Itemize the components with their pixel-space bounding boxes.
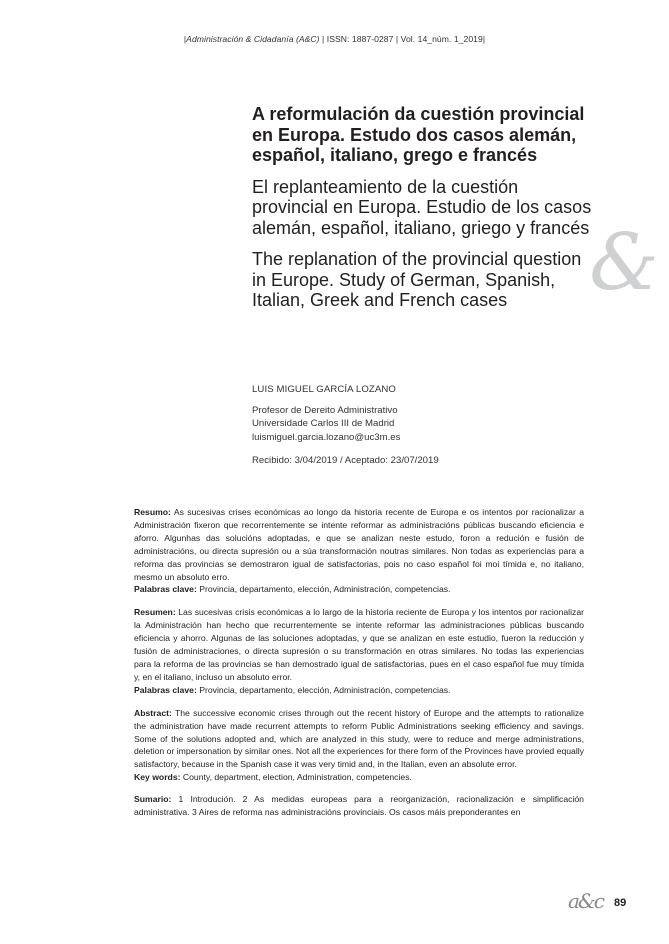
resumen-paragraph — [134, 606, 584, 683]
author-name: LUIS MIGUEL GARCÍA LOZANO — [252, 384, 396, 395]
title-block — [252, 104, 592, 311]
palabras-clave-es — [134, 684, 584, 697]
author-affiliation — [252, 404, 592, 444]
title-galician: A reformulación da cuestión provincial en Europa. Estudo dos casos alemán, español, italiano, grego e francés — [252, 104, 585, 165]
received-accepted-dates: Recibido: 3/04/2019 / Aceptado: 23/07/2019 — [252, 454, 439, 466]
issn: ISSN: 1887-0287 — [326, 34, 394, 44]
resumen-text: Las sucesivas crisis económicas a lo largo de la historia reciente de Europa y los intentos por racionalizar la Administración han hecho que recurrentemente se intente reformar las administraciones públicas buscando eficiencia y ahorro. Algunas de las soluciones adoptadas, y que se analizan en este estudio, fueron la reducción y fusión de administraciones, o directa supresión o su transformación en otras similares. No todas las experiencias para la reforma de las provincias se han demostrado igual de satisfactorias, pues en el caso español fue muy tímida y, en el italiano, incluso un absoluto error. — [134, 607, 584, 682]
key-words-text: County, department, election, Administration, competencies. — [182, 772, 412, 783]
key-words-label: Key words: — [134, 772, 181, 783]
ampersand-decoration: & — [589, 218, 659, 308]
page-number: 89 — [614, 897, 627, 909]
palabras-clave-gl-text: Provincia, departamento, elección, Administración, competencias. — [199, 584, 451, 595]
sumario-text: 1 Introdución. 2 As medidas europeas para a reorganización, racionalización e simplificación administrativa. 3 Aires de reforma nas administracións provinciais. Os casos máis preponderantes en — [134, 794, 584, 818]
author-position: Profesor de Dereito Administrativo — [252, 405, 398, 417]
title-english: The replanation of the provincial question in Europe. Study of German, Spanish, Italian, Greek and French cases — [252, 249, 582, 310]
running-header: |Administración & Cidadanía (A&C) | ISSN: 1887-0287 | Vol. 14_núm. 1_2019| — [183, 34, 486, 44]
resumo-text: As sucesivas crises económicas ao longo da historia recente de Europa e os intentos por racionalizar a Administración fixeron que recorrentemente se intente reformar as administracións públicas buscando eficiencia e aforro. Algunhas das solucións adoptadas, e que se analizan neste estudo, foron a redución e fusión de administracións, ou directa supresión ou a súa transformación noutras similares. Non todas as experiencias para a reforma das provincias se demostraron igual de satisfactorias, pois no caso español foi moi tímida e, no italiano, mesmo un absoluto erro. — [134, 507, 584, 582]
author-block — [252, 383, 592, 467]
palabras-clave-gl — [134, 583, 584, 596]
resumen-label: Resumen: — [134, 607, 176, 618]
abstract-paragraph — [134, 707, 584, 772]
palabras-clave-gl-label: Palabras clave: — [134, 584, 197, 595]
palabras-clave-es-label: Palabras clave: — [134, 684, 197, 695]
key-words — [134, 771, 584, 784]
resumo-paragraph — [134, 506, 584, 583]
abstracts-section — [134, 506, 584, 819]
author-email[interactable]: luismiguel.garcia.lozano@uc3m.es — [252, 431, 401, 443]
journal-name: Administración & Cidadanía (A&C) — [186, 34, 320, 44]
sumario-label: Sumario: — [134, 794, 172, 805]
abstract-text: The successive economic crises through out the recent history of Europe and the attempts to rationalize the administration have made recurrent attempts to reform Public Administrations seeking efficiency and savings. Some of the solutions adopted and, which are analyzed in this study, were to reduce and merge administrations, deletion or impersonation by similar ones. Not all the experiences for there form of the Provinces have provied equally satisfactory, because in the Spanish case it was very timid and, in the Italian, even an absolute error. — [134, 707, 584, 770]
sumario-paragraph — [134, 793, 584, 819]
palabras-clave-es-text: Provincia, departamento, elección, Administración, competencias. — [199, 684, 451, 695]
journal-logo: a&c — [568, 889, 603, 913]
title-spanish: El replanteamiento de la cuestión provincial en Europa. Estudio de los casos alemán, español, italiano, griego y francés — [252, 176, 592, 238]
abstract-label: Abstract: — [134, 707, 172, 718]
author-institution: Universidade Carlos III de Madrid — [252, 418, 395, 430]
volume: Vol. 14_núm. 1_2019 — [400, 34, 483, 44]
resumo-label: Resumo: — [134, 507, 171, 517]
